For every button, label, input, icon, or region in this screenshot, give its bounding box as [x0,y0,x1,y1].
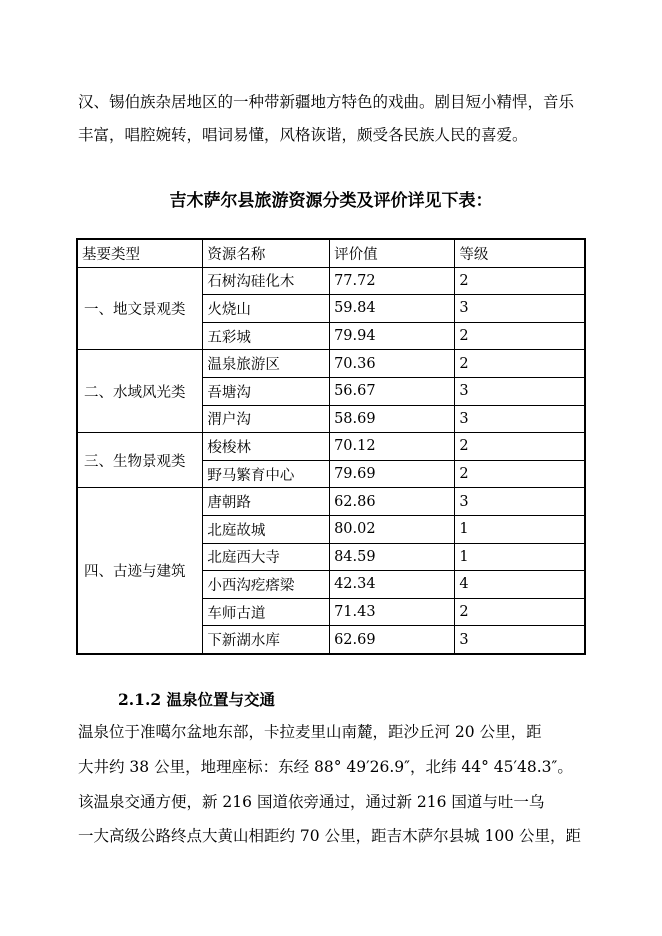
grade-cell: 3 [455,295,585,323]
resource-name-cell: 北庭故城 [203,515,330,543]
grade-cell: 3 [455,626,585,654]
intro-line-1: 汉、锡伯族杂居地区的一种带新疆地方特色的戏曲。剧目短小精悍，音乐 [78,93,575,111]
resource-name-cell: 梭梭林 [203,433,330,461]
score-cell: 77.72 [330,267,455,295]
score-cell: 62.69 [330,626,455,654]
grade-cell: 2 [455,350,585,378]
score-cell: 58.69 [330,405,455,433]
resource-name-cell: 渭户沟 [203,405,330,433]
section-p2-line-1: 该温泉交通方便，新 216 国道依旁通过，通过新 216 国道与吐一乌 [78,793,545,811]
resource-name-cell: 小西沟疙瘩梁 [203,571,330,599]
intro-line-2: 丰富，唱腔婉转，唱词易懂，风格诙谐，颇受各民族人民的喜爱。 [78,126,528,144]
score-cell: 84.59 [330,543,455,571]
category-cell: 四、古迹与建筑 [77,488,203,654]
grade-cell: 2 [455,598,585,626]
score-cell: 80.02 [330,515,455,543]
header-score: 评价值 [330,239,455,267]
resource-name-cell: 北庭西大寺 [203,543,330,571]
score-cell: 56.67 [330,377,455,405]
table-header-row [77,239,585,267]
grade-cell: 3 [455,488,585,516]
section-p1-line-2: 大井约 38 公里，地理座标：东经 88° 49′26.9″，北纬 44° 45′48.3″。 [78,758,573,776]
score-cell: 42.34 [330,571,455,599]
table-row [77,488,585,516]
resource-name-cell: 吾塘沟 [203,377,330,405]
score-cell: 62.86 [330,488,455,516]
resource-name-cell: 唐朝路 [203,488,330,516]
score-cell: 71.43 [330,598,455,626]
table-row [77,433,585,461]
score-cell: 79.94 [330,322,455,350]
grade-cell: 1 [455,515,585,543]
header-grade: 等级 [455,239,585,267]
table-row [77,350,585,378]
score-cell: 59.84 [330,295,455,323]
resource-name-cell: 下新湖水库 [203,626,330,654]
resource-name-cell: 石树沟硅化木 [203,267,330,295]
score-cell: 70.12 [330,433,455,461]
section-p2-line-2: 一大高级公路终点大黄山相距约 70 公里，距吉木萨尔县城 100 公里，距 [78,827,582,845]
resource-name-cell: 五彩城 [203,322,330,350]
category-cell: 三、生物景观类 [77,433,203,488]
resource-name-cell: 火烧山 [203,295,330,323]
resource-name-cell: 车师古道 [203,598,330,626]
table-title: 吉木萨尔县旅游资源分类及评价详见下表： [169,191,493,211]
category-cell: 一、地文景观类 [77,267,203,350]
section-p1-line-1: 温泉位于准噶尔盆地东部，卡拉麦里山南麓，距沙丘河 20 公里，距 [78,723,542,741]
grade-cell: 2 [455,322,585,350]
score-cell: 79.69 [330,460,455,488]
grade-cell: 4 [455,571,585,599]
grade-cell: 2 [455,460,585,488]
resource-name-cell: 温泉旅游区 [203,350,330,378]
header-name: 资源名称 [203,239,330,267]
grade-cell: 2 [455,433,585,461]
grade-cell: 3 [455,377,585,405]
section-heading: 2.1.2 温泉位置与交通 [118,690,276,709]
resource-name-cell: 野马繁育中心 [203,460,330,488]
header-type: 基要类型 [77,239,203,267]
grade-cell: 3 [455,405,585,433]
score-cell: 70.36 [330,350,455,378]
grade-cell: 2 [455,267,585,295]
table-body [77,267,585,654]
category-cell: 二、水域风光类 [77,350,203,433]
table-row [77,267,585,295]
grade-cell: 1 [455,543,585,571]
resource-table [76,238,586,655]
